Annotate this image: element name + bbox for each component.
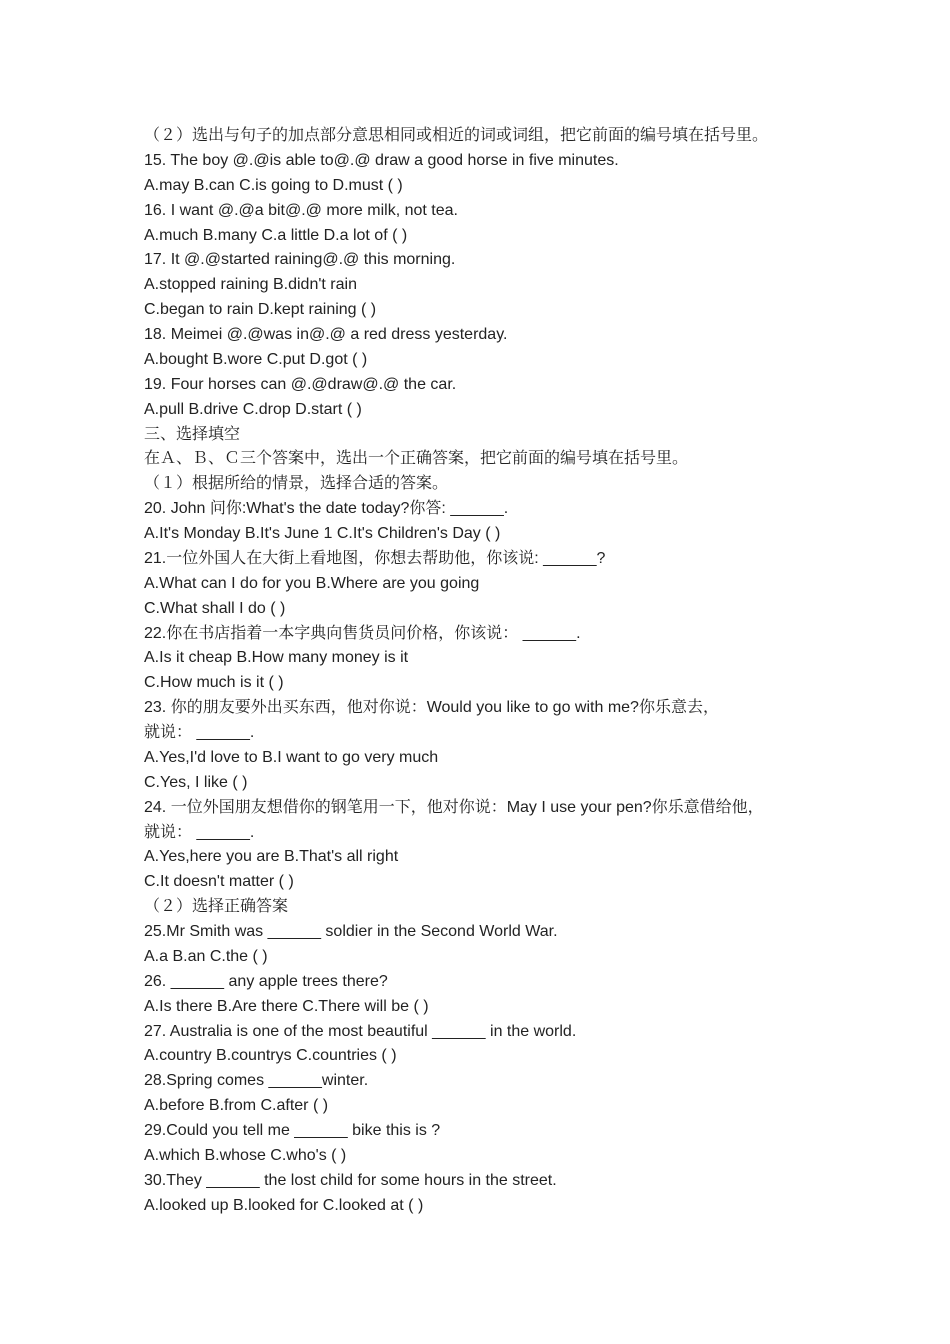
text-line: 三、选择填空 xyxy=(144,425,241,443)
text-line: A.bought B.wore C.put D.got ( ) xyxy=(144,350,368,368)
text-line: C.It doesn't matter ( ) xyxy=(144,873,294,891)
text-line: C.began to rain D.kept raining ( ) xyxy=(144,301,377,319)
text-line: （１）根据所给的情景，选择合适的答案。 xyxy=(144,475,449,493)
text-line: A.before B.from C.after ( ) xyxy=(144,1097,329,1115)
text-line: 24. 一位外国朋友想借你的钢笔用一下，他对你说：May I use your pen?你乐意借给他， xyxy=(144,798,764,816)
text-line: 20. John 问你:What's the date today?你答: ______. xyxy=(144,500,509,518)
text-line: 26. ______ any apple trees there? xyxy=(144,972,388,990)
text-line: A.stopped raining B.didn't rain xyxy=(144,276,357,294)
text-line: A.a B.an C.the ( ) xyxy=(144,947,268,965)
text-line: C.How much is it ( ) xyxy=(144,674,284,692)
text-line: 28.Spring comes ______winter. xyxy=(144,1072,369,1090)
text-line: A.looked up B.looked for C.looked at ( ) xyxy=(144,1196,424,1214)
text-line: 就说： ______. xyxy=(144,724,255,741)
text-line: A.country B.countrys C.countries ( ) xyxy=(144,1047,397,1065)
text-line: 21.一位外国人在大街上看地图，你想去帮助他，你该说: ______? xyxy=(144,549,606,567)
text-line: A.Is it cheap B.How many money is it xyxy=(144,649,409,667)
text-line: A.Is there B.Are there C.There will be ( ) xyxy=(144,997,429,1015)
text-line: A.pull B.drive C.drop D.start ( ) xyxy=(144,400,362,418)
text-line: A.What can I do for you B.Where are you going xyxy=(144,574,480,592)
text-line: A.Yes,I'd love to B.I want to go very much xyxy=(144,748,439,766)
document-page xyxy=(144,124,844,1219)
text-line: A.which B.whose C.who's ( ) xyxy=(144,1146,347,1164)
text-line: 27. Australia is one of the most beautiful ______ in the world. xyxy=(144,1022,577,1040)
text-line: 23. 你的朋友要外出买东西，他对你说：Would you like to go with me?你乐意去， xyxy=(144,699,719,717)
text-line: A.Yes,here you are B.That's all right xyxy=(144,848,399,866)
text-line: C.What shall I do ( ) xyxy=(144,599,286,617)
text-line: C.Yes, I like ( ) xyxy=(144,773,248,791)
text-line: 29.Could you tell me ______ bike this is ? xyxy=(144,1122,441,1139)
text-line: 19. Four horses can @.@draw@.@ the car. xyxy=(144,375,457,393)
text-line: A.much B.many C.a little D.a lot of ( ) xyxy=(144,226,408,244)
text-line: 25.Mr Smith was ______ soldier in the Second World War. xyxy=(144,923,558,940)
text-line: 18. Meimei @.@was in@.@ a red dress yesterday. xyxy=(144,326,508,343)
text-line: 30.They ______ the lost child for some hours in the street. xyxy=(144,1171,557,1189)
text-line: （２）选择正确答案 xyxy=(144,898,289,916)
text-line: 17. It @.@started raining@.@ this morning. xyxy=(144,251,456,269)
text-line: 16. I want @.@a bit@.@ more milk, not tea. xyxy=(144,201,458,219)
text-line: 22.你在书店指着一本字典向售货员问价格，你该说： ______. xyxy=(144,624,581,642)
text-line: 就说： ______. xyxy=(144,823,255,841)
text-line: A.It's Monday B.It's June 1 C.It's Children's Day ( ) xyxy=(144,525,501,542)
text-line: A.may B.can C.is going to D.must ( ) xyxy=(144,176,403,194)
text-line: 15. The boy @.@is able to@.@ draw a good horse in five minutes. xyxy=(144,151,619,169)
text-line: 在Ａ、Ｂ、Ｃ三个答案中，选出一个正确答案，把它前面的编号填在括号里。 xyxy=(144,450,689,468)
text-line: （２）选出与句子的加点部分意思相同或相近的词或词组，把它前面的编号填在括号里。 xyxy=(144,127,769,144)
